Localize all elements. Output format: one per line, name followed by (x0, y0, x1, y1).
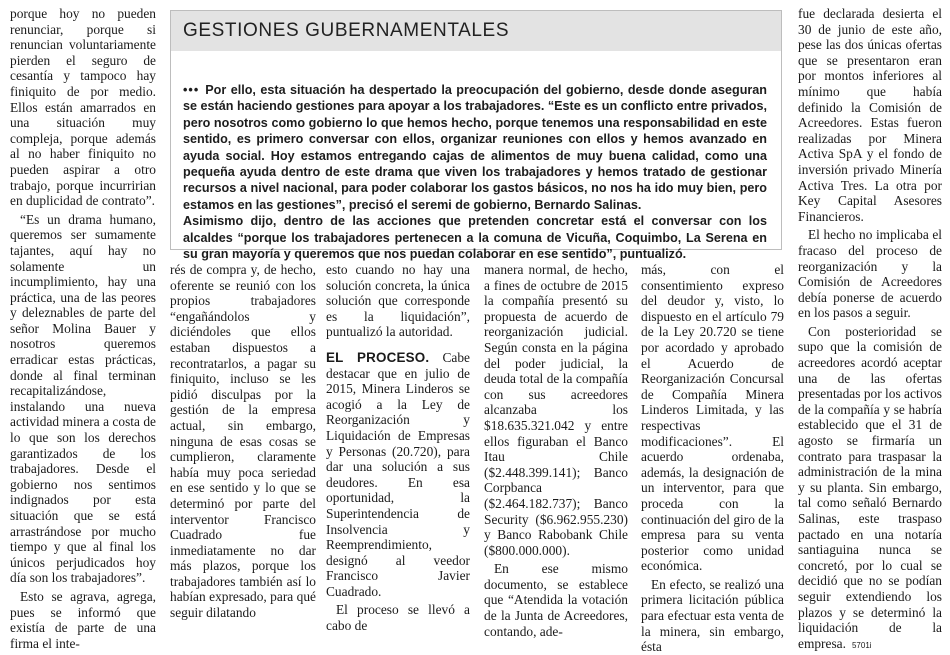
article-column-4 (484, 262, 628, 639)
column-6-paragraph-2: El hecho no implicaba el fracaso del proceso de reorganización y la Comisión de Acreedores debía ponerse de acuerdo en los pasos a seguir. (798, 227, 942, 321)
article-column-6 (798, 6, 942, 651)
bullet-dots-icon: ••• (183, 83, 200, 97)
column-3-paragraph-2 (326, 350, 470, 600)
box-body (171, 51, 781, 262)
column-5-paragraph-1: más, con el consentimiento expreso del deudor y, visto, lo dispuesto en el artículo 79 de la Ley 20.720 se tiene por acordado y aprobado el Acuerdo de Reorganización Concursal de Compañía Minera Linderos Limitada, y las respectivas modificaciones”. El acuerdo ordenaba, además, la designación de un interventor, para que proceda con la continuación del giro de la empresa para su venta posterior como unidad económica. (641, 262, 784, 574)
column-3-paragraph-2-text: Cabe destacar que en julio de 2015, Minera Linderos se acogió a la Ley de Reorganización y Liquidación de Empresas y Personas (20.720), para dar una solución a sus deudores. En esa oportunidad, la Superintendencia de Insolvencia y Reemprendimiento, designó al veedor Francisco Javier Cuadrado. (326, 349, 470, 599)
article-column-2 (170, 262, 316, 621)
section-lead-word: EL PROCESO. (326, 349, 430, 365)
box-paragraph-1 (183, 82, 767, 213)
column-1-paragraph-3: Esto se agrava, agrega, pues se informó que existía de parte de una firma el inte- (10, 588, 156, 651)
box-paragraph-1-text: Por ello, esta situación ha despertado la preocupación del gobierno, desde donde aseguran se están haciendo gestiones para apoyar a los trabajadores. “Este es un conflicto entre privados, pero nosotros como gobierno lo que hemos hecho, porque tenemos una responsabilidad en este sentido, es primero conversar con ellos, organizar reuniones con ellos y hemos avanzado en ayuda social. Hoy estamos entregando cajas de alimentos de muy buena calidad, como una pequeña ayuda dentro de este drama que viven los trabajadores y hemos tratado de gestionar recursos a nivel nacional, para poder colaborar los gastos básicos, no nos ha ido muy bien, pero estamos en las gestiones”, precisó el seremi de gobierno, Bernardo Salinas. (183, 83, 767, 212)
box-heading: GESTIONES GUBERNAMENTALES (171, 11, 781, 51)
column-2-paragraph-1: rés de compra y, de hecho, oferente se reunió con los propios trabajadores “engañándolos y diciéndoles que ellos estaban dispuestos a recontratarlos, a pagar su finiquito, incluso se les pidió disculpas por la gestión de la empresa actual, sin embargo, ninguna de esas cosas se cumplieron, claramente había muy poca seriedad en ese sentido y lo que se determinó por parte del interventor Francisco Cuadrado fue inmediatamente no dar más plazos, porque los trabajadores también así lo habían expresado, para qué seguir dilatando (170, 262, 316, 621)
box-paragraph-2: Asimismo dijo, dentro de las acciones que pretenden concretar está el conversar con los alcaldes “porque los trabajadores pertenecen a la comuna de Vicuña, Coquimbo, La Serena en su gran mayoría y queremos que nos puedan colaborar en ese sentido”, puntualizó. (183, 214, 767, 262)
column-6-paragraph-3-text: Con posterioridad se supo que la comisión de acreedores acordó aceptar una de las ofertas presentadas por los activos de la compañía y se habría establecido que el 31 de agosto se firmaría un contrato para traspasar la administración de la mina y su planta. Sin embargo, tal como señaló Bernardo Salinas, este traspaso pactado en una notaría santiaguina nunca se concretó, por lo cual se decidió que no se podían seguir extendiendo los plazos y se determinó la liquidación de la empresa. (798, 323, 942, 651)
column-6-paragraph-1: fue declarada desierta el 30 de junio de este año, pese las dos únicas ofertas que se presentaron eran por montos inferiores al mínimo que había definido la Comisión de Acreedores. Estas fueron realizadas por Minera Activa SpA y el fondo de inversión privado Minería Activa Tres. La otra por Key Capital Asesores Financieros. (798, 6, 942, 224)
photo-credit: 5701i (851, 640, 872, 650)
column-1-paragraph-1: porque hoy no pueden renunciar, porque si renuncian voluntariamente pierden el seguro de cesantía y tampoco hay finiquito de por medio. Ellos están amarrados en una situación muy compleja, porque además al no haber finiquito no pueden aspirar a otro trabajo, porque incurririan en duplicidad de contrato”. (10, 6, 156, 209)
column-4-paragraph-1: manera normal, de hecho, a fines de octubre de 2015 la compañía presentó su propuesta de acuerdo de reorganización judicial. Según consta en la página del poder judicial, la deuda total de la compañía con sus acreedores alcanzaba los $18.635.321.042 y entre ellos figuraban el Banco Itau Chile ($2.448.399.141); Banco Corpbanca ($2.464.182.737); Banco Security ($6.962.955.230) y Banco Rabobank Chile ($800.000.000). (484, 262, 628, 558)
article-column-5 (641, 262, 784, 655)
article-column-3 (326, 262, 470, 634)
column-4-paragraph-2: En ese mismo documento, se establece que “Atendida la votación de la Junta de Acreedores, contando, ade- (484, 561, 628, 639)
government-actions-box (170, 10, 782, 262)
column-1-paragraph-2: “Es un drama humano, queremos ser sumamente tajantes, aquí hay no solamente un incumplimiento, hay una práctica, una de las peores y deleznables de parte del señor Molina Bauer y nosotros queremos erradicar estas prácticas, donde al final terminan recapitalizándose, instalando una nueva actividad minera a costa de lo que son los derechos garantizados de los trabajadores. Desde el gobierno nos sentimos indignados por esta situación que se está arrastrándose por mucho tiempo y que al final los únicos perjudicados hoy día son los trabajadores”. (10, 211, 156, 586)
article-column-1 (10, 6, 156, 651)
column-6-paragraph-3 (798, 324, 942, 653)
column-5-paragraph-2: En efecto, se realizó una primera licitación pública para efectuar esta venta de la minera, sin embargo, ésta (641, 576, 784, 655)
column-3-paragraph-1: esto cuando no hay una solución concreta, la única solución que corresponde es la liquidación”, puntualizó la autoridad. (326, 262, 470, 340)
column-3-paragraph-3: El proceso se llevó a cabo de (326, 602, 470, 634)
